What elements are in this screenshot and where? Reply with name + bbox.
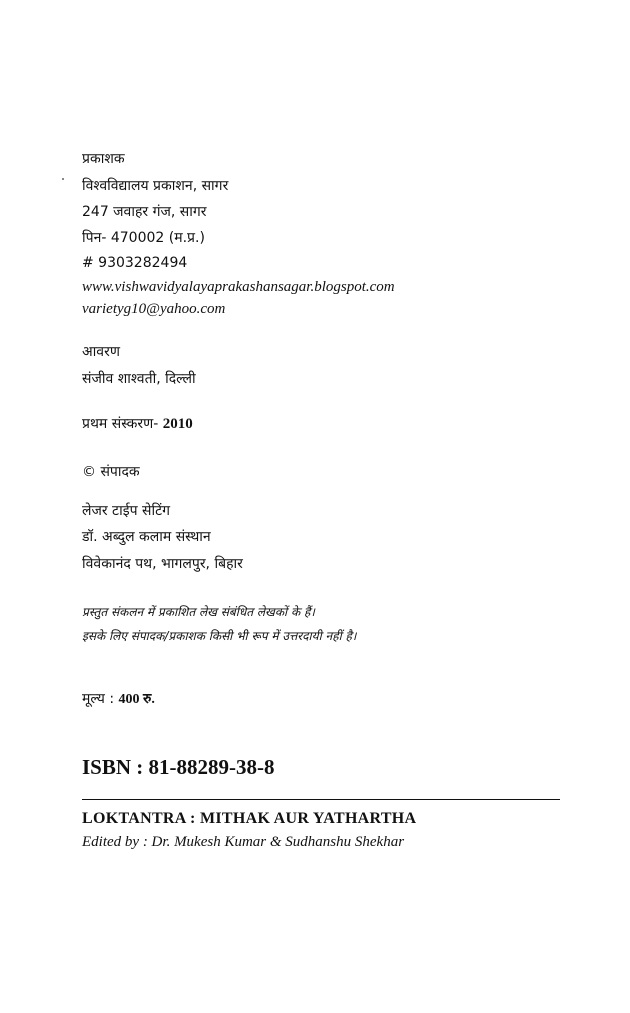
speck-mark [62, 178, 64, 180]
disclaimer-line-1: प्रस्तुत संकलन में प्रकाशित लेख संबंधित लेखकों के हैं। [82, 605, 315, 619]
disclaimer-line-2: इसके लिए संपादक/प्रकाशक किसी भी रूप में उत्तरदायी नहीं है। [82, 629, 357, 643]
copyright-line: © संपादक [82, 464, 140, 480]
edition-label: प्रथम संस्करण- [82, 416, 159, 432]
price-value: 400 रु. [118, 692, 155, 707]
publisher-pin: पिन- 470002 (म.प्र.) [82, 230, 205, 246]
book-title-english: LOKTANTRA : MITHAK AUR YATHARTHA [82, 810, 417, 827]
publisher-phone: # 9303282494 [82, 255, 188, 271]
edited-by: Edited by : Dr. Mukesh Kumar & Sudhanshu Shekhar [82, 834, 405, 850]
price-line [82, 690, 155, 709]
typesetting-heading: लेजर टाईप सेटिंग [82, 503, 171, 519]
cover-artist: संजीव शाश्वती, दिल्ली [82, 371, 196, 387]
publisher-address: 247 जवाहर गंज, सागर [82, 204, 207, 220]
typesetting-name: डॉ. अब्दुल कलाम संस्थान [82, 529, 211, 545]
typesetting-address: विवेकानंद पथ, भागलपुर, बिहार [82, 556, 243, 572]
cover-heading: आवरण [82, 344, 120, 360]
publisher-heading: प्रकाशक [82, 151, 125, 167]
edition-year: 2010 [162, 416, 193, 432]
divider-rule [82, 799, 560, 800]
publisher-website: www.vishwavidyalayaprakashansagar.blogspot.com [82, 279, 395, 295]
edition-line [82, 415, 193, 433]
price-label: मूल्य : [82, 691, 115, 707]
isbn: ISBN : 81-88289-38-8 [82, 755, 275, 779]
publisher-email: varietyg10@yahoo.com [82, 301, 226, 317]
publisher-name: विश्वविद्यालय प्रकाशन, सागर [82, 178, 229, 194]
